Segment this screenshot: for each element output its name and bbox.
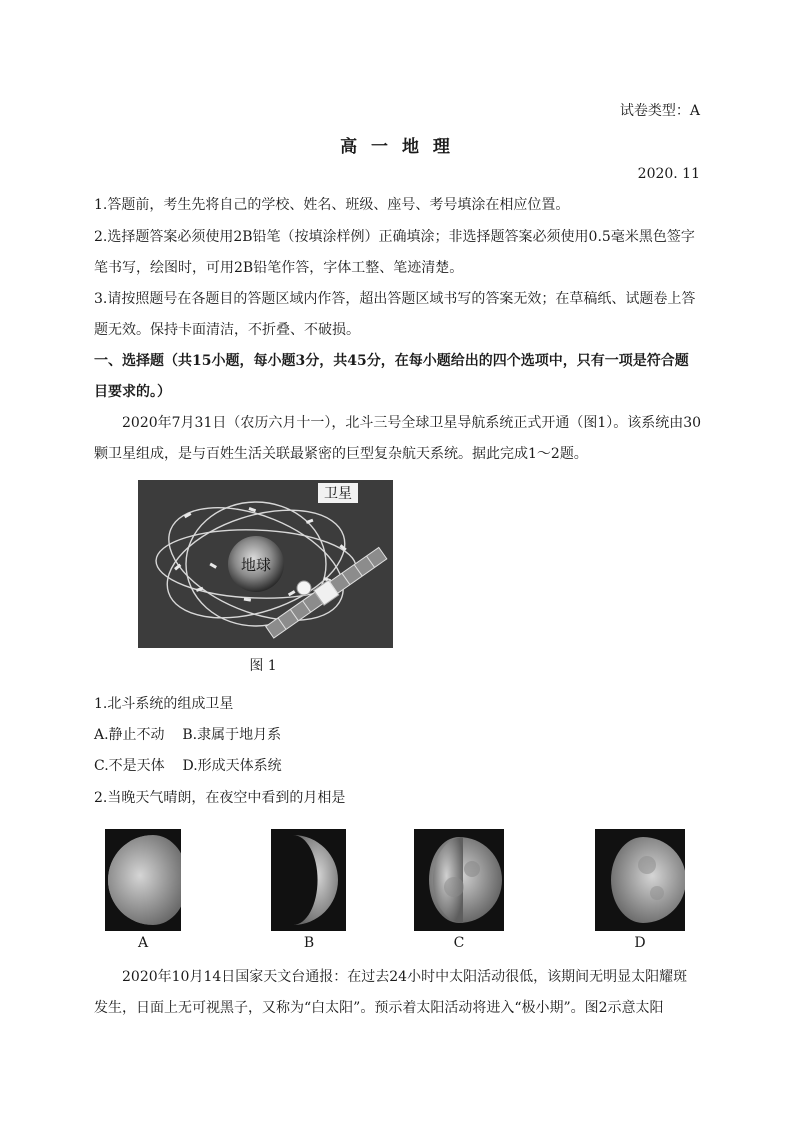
instruction-3-cont: 题无效。保持卡面清洁，不折叠、不破损。	[94, 322, 360, 338]
moon-label-a: A	[137, 935, 149, 951]
passage-2-line-2: 发生，日面上无可视黑子，又称为“白太阳”。预示着太阳活动将进入“极小期”。图2示意太阳	[94, 1000, 664, 1016]
figure-1-beidou-image	[138, 480, 393, 648]
moon-label-b: B	[303, 935, 315, 951]
question-1-stem: 1.北斗系统的组成卫星	[94, 696, 234, 712]
moon-phase-d-image	[595, 829, 685, 931]
passage-2-line-1: 2020年10月14日国家天文台通报：在过去24小时中太阳活动很低，该期间无明显太阳耀斑	[122, 969, 688, 985]
exam-date: 2020. 11	[637, 166, 700, 182]
figure-1-caption: 图 1	[249, 658, 277, 674]
section-heading: 一、选择题（共15小题，每小题3分，共45分，在每小题给出的四个选项中，只有一项是符合题	[94, 353, 689, 369]
instruction-1: 1.答题前，考生先将自己的学校、姓名、班级、座号、考号填涂在相应位置。	[94, 197, 570, 213]
beidou-illustration	[138, 480, 393, 648]
moon-label-d: D	[634, 935, 646, 951]
section-heading-cont: 目要求的。）	[94, 384, 171, 400]
passage-1-line-2: 颗卫星组成，是与百姓生活关联最紧密的巨型复杂航天系统。据此完成1～2题。	[94, 446, 588, 462]
paper-type: 试卷类型：A	[619, 103, 700, 119]
satellite-label: 卫星	[324, 486, 352, 502]
instruction-2-cont: 笔书写，绘图时，可用2B铅笔作答，字体工整、笔迹清楚。	[94, 260, 464, 276]
question-1-options-ab: A.静止不动 B.隶属于地月系	[94, 727, 282, 743]
moon-label-c: C	[453, 935, 465, 951]
moon-phase-c-image	[414, 829, 504, 931]
passage-1-line-1: 2020年7月31日（农历六月十一），北斗三号全球卫星导航系统正式开通（图1）。该系统由30	[122, 415, 702, 431]
question-1-options-cd: C.不是天体 D.形成天体系统	[94, 758, 282, 774]
instruction-3: 3.请按照题号在各题目的答题区域内作答，超出答题区域书写的答案无效；在草稿纸、试题卷上答	[94, 291, 696, 307]
earth-label: 地球	[240, 556, 272, 574]
moon-phase-b-image	[271, 829, 346, 931]
moon-phase-a-image	[105, 829, 181, 931]
instruction-2: 2.选择题答案必须使用2B铅笔（按填涂样例）正确填涂；非选择题答案必须使用0.5毫米黑色签字	[94, 229, 695, 245]
question-2-stem: 2.当晚天气晴朗，在夜空中看到的月相是	[94, 790, 346, 806]
page-title: 高 一 地 理	[340, 137, 454, 157]
